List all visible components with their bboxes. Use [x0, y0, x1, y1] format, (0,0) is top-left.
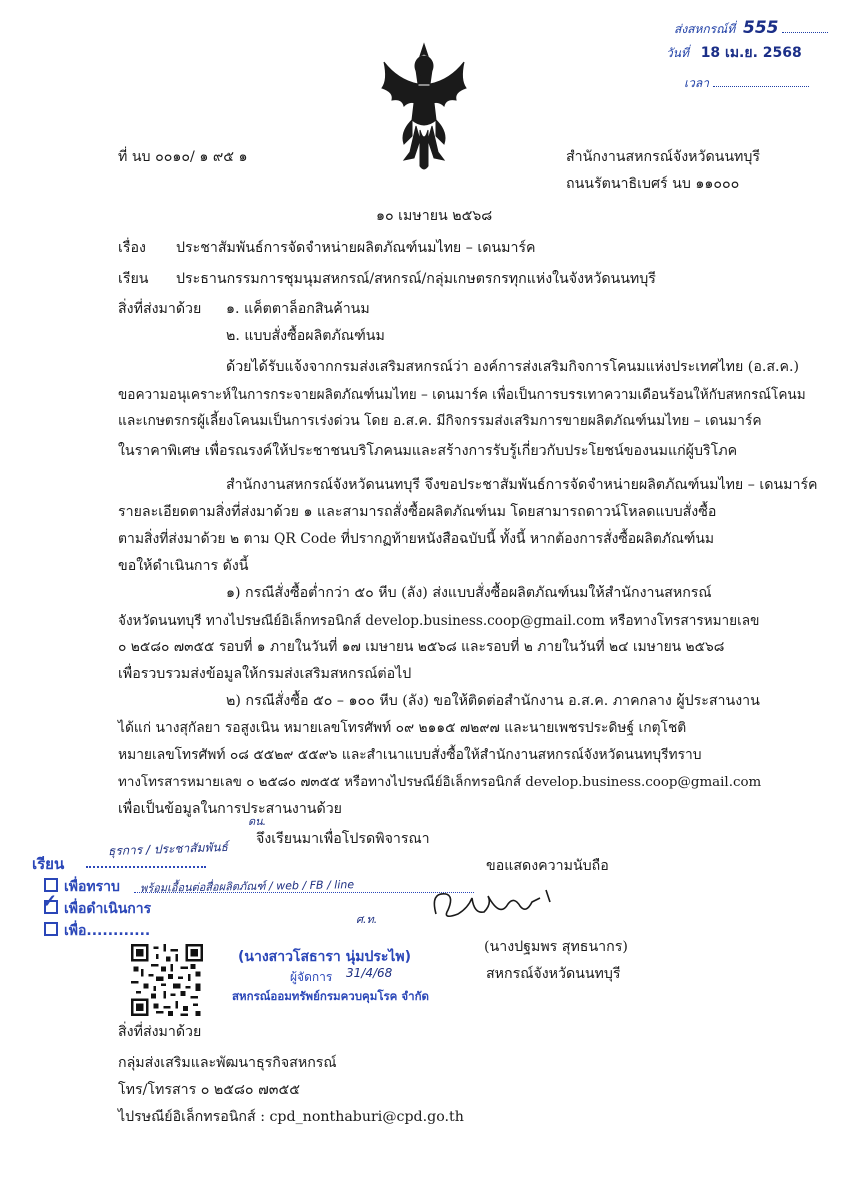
receipt-label-no: ส่งสหกรณ์ที่	[674, 22, 736, 36]
signer-name: (นางปฐมพร สุทธนากร)	[484, 939, 628, 955]
option-acknowledge: เพื่อทราบ	[64, 879, 120, 895]
body-line: สำนักงานสหกรณ์จังหวัดนนทบุรี จึงขอประชาสัมพันธ์การจัดจำหน่ายผลิตภัณฑ์นมไทย – เดนมาร์ค	[226, 477, 818, 493]
closing-line: จึงเรียนมาเพื่อโปรดพิจารณา	[256, 831, 430, 847]
body-line: ได้แก่ นางสุกัลยา รอสูงเนิน หมายเลขโทรศัพท์ ๐๙ ๒๑๑๕ ๗๒๙๗ และนายเพชรประดิษฐ์ เกตุโชติ	[118, 720, 687, 736]
footer-department: กลุ่มส่งเสริมและพัฒนาธุรกิจสหกรณ์	[118, 1055, 337, 1071]
subject-text: ประชาสัมพันธ์การจัดจำหน่ายผลิตภัณฑ์นมไทย – เดนมาร์ค	[176, 240, 536, 256]
footer-phone: โทร/โทรสาร ๐ ๒๕๘๐ ๗๓๕๕	[118, 1082, 300, 1098]
footer-email: ไปรษณีย์อิเล็กทรอนิกส์ : cpd_nonthaburi@cpd.go.th	[118, 1109, 464, 1125]
body-line: ทางโทรสารหมายเลข ๐ ๒๕๘๐ ๗๓๕๕ หรือทางไปรษณีย์อิเล็กทรอนิกส์ develop.business.coop@gmail.com	[118, 775, 762, 790]
body-line: ตามสิ่งที่ส่งมาด้วย ๒ ตาม QR Code ที่ปรากฏท้ายหนังสือฉบับนี้ ทั้งนี้ หากต้องการสั่งซื้อผลิตภัณฑ์นม	[118, 531, 715, 547]
body-line: รายละเอียดตามสิ่งที่ส่งมาด้วย ๑ และสามารถสั่งซื้อผลิตภัณฑ์นม โดยสามารถดาวน์โหลดแบบสั่งซื้อ	[118, 504, 717, 520]
body-line: เพื่อรวบรวมส่งข้อมูลให้กรมส่งเสริมสหกรณ์ต่อไป	[118, 666, 412, 682]
option-proceed: เพื่อดำเนินการ	[64, 901, 152, 917]
enclosure-item-1: ๑. แค็ตตาล็อกสินค้านม	[226, 301, 370, 317]
routing-signer-position: ผู้จัดการ	[290, 970, 333, 984]
receipt-number: 555	[743, 18, 779, 38]
garuda-emblem	[378, 40, 470, 175]
body-line: หมายเลขโทรศัพท์ ๐๘ ๕๕๒๙ ๕๕๙๖ และสำเนาแบบสั่งซื้อให้สำนักงานสหกรณ์จังหวัดนนทบุรีทราบ	[118, 747, 702, 763]
routing-signer-name: (นางสาวโสธารา นุ่มประไพ)	[238, 949, 412, 965]
addressee-text: ประธานกรรมการชุมนุมสหกรณ์/สหกรณ์/กลุ่มเกษตรกรทุกแห่งในจังหวัดนนทบุรี	[176, 271, 656, 287]
office-address: ถนนรัตนาธิเบศร์ นบ ๑๑๐๐๐	[566, 176, 740, 192]
subject-label: เรื่อง	[118, 240, 146, 256]
body-line: ๑) กรณีสั่งซื้อต่ำกว่า ๕๐ หีบ (ลัง) ส่งแบบสั่งซื้อผลิตภัณฑ์นมให้สำนักงานสหกรณ์	[226, 585, 712, 601]
body-line: และเกษตรกรผู้เลี้ยงโคนมเป็นการเร่งด่วน โดย อ.ส.ค. มีกิจกรรมส่งเสริมการขายผลิตภัณฑ์นมไทย – เดนมาร์ค	[118, 413, 762, 429]
addressee-label: เรียน	[118, 271, 149, 287]
checkbox-acknowledge[interactable]	[44, 878, 58, 892]
office-name: สำนักงานสหกรณ์จังหวัดนนทบุรี	[566, 149, 761, 165]
hand-date: 31/4/68	[346, 966, 393, 980]
body-line: เพื่อเป็นข้อมูลในการประสานงานด้วย	[118, 801, 343, 817]
regards-line: ขอแสดงความนับถือ	[486, 858, 609, 874]
signer-title: สหกรณ์จังหวัดนนทบุรี	[486, 966, 621, 982]
body-line: ในราคาพิเศษ เพื่อรณรงค์ให้ประชาชนบริโภคนมและสร้างการรับรู้เกี่ยวกับประโยชน์ของนมแก่ผู้บริโภค	[118, 443, 738, 459]
body-line: ขอให้ดำเนินการ ดังนี้	[118, 558, 249, 574]
body-line: ๐ ๒๕๘๐ ๗๓๕๕ รอบที่ ๑ ภายในวันที่ ๑๗ เมษายน ๒๕๖๘ และรอบที่ ๒ ภายในวันที่ ๒๔ เมษายน ๒๕๖๘	[118, 639, 725, 655]
hand-action-note: พร้อมเอื้อนต่อสื่อผลิตภัณฑ์ / web / FB / line	[139, 878, 355, 895]
body-line: ด้วยได้รับแจ้งจากกรมส่งเสริมสหกรณ์ว่า องค์การส่งเสริมกิจการโคนมแห่งประเทศไทย (อ.ส.ค.)	[226, 359, 800, 375]
option-other: เพื่อ............	[64, 923, 151, 939]
enclosure-item-2: ๒. แบบสั่งซื้อผลิตภัณฑ์นม	[226, 328, 385, 344]
routing-rian-label: เรียน	[32, 855, 65, 873]
qr-code	[131, 944, 203, 1016]
enclosures-label: สิ่งที่ส่งมาด้วย	[118, 301, 202, 317]
body-line: จังหวัดนนทบุรี ทางไปรษณีย์อิเล็กทรอนิกส์ develop.business.coop@gmail.com หรือทางโทรสารหมายเลข	[118, 613, 760, 629]
reference-number: ที่ นบ ๐๐๑๐/ ๑ ๙๕ ๑	[118, 149, 248, 165]
body-line: ขอความอนุเคราะห์ในการกระจายผลิตภัณฑ์นมไทย – เดนมาร์ค เพื่อเป็นการบรรเทาความเดือนร้อนให้กับสหกรณ์โคนม	[118, 387, 806, 403]
receipt-stamp	[648, 14, 838, 100]
routing-org: สหกรณ์ออมทรัพย์กรมควบคุมโรค จำกัด	[232, 989, 429, 1003]
footer-enclosure-label: สิ่งที่ส่งมาด้วย	[118, 1024, 202, 1040]
checkbox-other[interactable]	[44, 922, 58, 936]
hand-rian-text: ธุรการ / ประชาสัมพันธ์	[107, 839, 229, 859]
letter-date: ๑๐ เมษายน ๒๕๖๘	[376, 208, 493, 224]
receipt-label-date: วันที่	[666, 46, 689, 60]
handwritten-signature	[428, 884, 556, 924]
body-line: ๒) กรณีสั่งซื้อ ๕๐ – ๑๐๐ หีบ (ลัง) ขอให้ติดต่อสำนักงาน อ.ส.ค. ภาคกลาง ผู้ประสานงาน	[226, 693, 760, 709]
receipt-date: 18 เม.ย. 2568	[700, 45, 802, 61]
receipt-label-time: เวลา	[684, 76, 709, 90]
hand-initial: ศ.ท.	[356, 913, 378, 926]
check-mark-icon: ✓	[42, 891, 58, 912]
hand-note-top: ดน.	[248, 815, 267, 828]
